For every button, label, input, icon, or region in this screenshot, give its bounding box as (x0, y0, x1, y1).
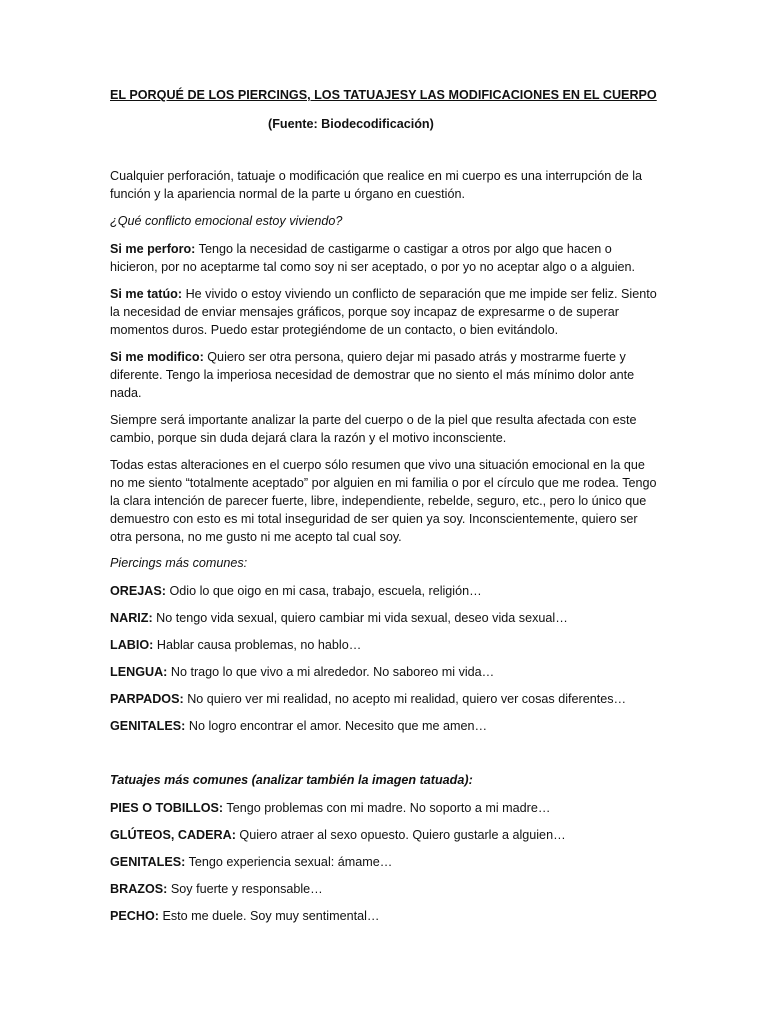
tatuaje-label: PECHO: (110, 909, 159, 923)
perforo-label: Si me perforo: (110, 242, 196, 256)
todas-paragraph (110, 456, 658, 546)
piercing-item (110, 663, 658, 681)
piercing-text: No trago lo que vivo a mi alrededor. No saboreo mi vida… (167, 665, 495, 679)
question-text: ¿Qué conflicto emocional estoy viviendo? (110, 214, 343, 228)
question-paragraph (110, 212, 658, 230)
tatuaje-text: Tengo experiencia sexual: ámame… (185, 855, 393, 869)
tatuaje-label: GLÚTEOS, CADERA: (110, 828, 236, 842)
modifico-text: Quiero ser otra persona, quiero dejar mi pasado atrás y mostrarme fuerte y diferente. Tengo la imperiosa necesidad de demostrar que no siento el más mínimo dolor ante nada. (110, 350, 635, 400)
piercing-item (110, 636, 658, 654)
tatuaje-item (110, 907, 658, 925)
piercing-text: Hablar causa problemas, no hablo… (153, 638, 362, 652)
tatuajes-heading-text: Tatuajes más comunes (analizar también la imagen tatuada): (110, 773, 473, 787)
tatuo-text: He vivido o estoy viviendo un conflicto de separación que me impide ser feliz. Siento la necesidad de enviar mensajes gráficos, porque soy incapaz de expresarme o de superar momentos duros. Puedo estar protegiéndome de un contacto, o bien evitándolo. (110, 287, 657, 337)
tatuajes-heading (110, 771, 658, 789)
tatuaje-label: GENITALES: (110, 855, 186, 869)
document-source: (Fuente: Biodecodificación) (268, 117, 434, 131)
perforo-text: Tengo la necesidad de castigarme o castigar a otros por algo que hacen o hicieron, por no aceptarme tal como soy ni ser aceptado, o por yo no aceptar algo o a alguien. (110, 242, 636, 274)
modifico-label: Si me modifico: (110, 350, 204, 364)
piercings-heading-text: Piercings más comunes: (110, 556, 248, 570)
tatuaje-item (110, 853, 658, 871)
tatuaje-text: Esto me duele. Soy muy sentimental… (158, 909, 380, 923)
perforo-paragraph (110, 240, 658, 276)
modifico-paragraph (110, 348, 658, 402)
piercing-label: OREJAS: (110, 584, 166, 598)
piercing-text: No tengo vida sexual, quiero cambiar mi vida sexual, deseo vida sexual… (152, 611, 568, 625)
intro-text: Cualquier perforación, tatuaje o modificación que realice en mi cuerpo es una interrupción de la función y la apariencia normal de la parte u órgano en cuestión. (110, 169, 643, 201)
piercing-text: Odio lo que oigo en mi casa, trabajo, escuela, religión… (165, 584, 482, 598)
piercing-label: LENGUA: (110, 665, 168, 679)
piercing-label: GENITALES: (110, 719, 186, 733)
intro-paragraph (110, 167, 658, 203)
document-title: EL PORQUÉ DE LOS PIERCINGS, LOS TATUAJESY LAS MODIFICACIONES EN EL CUERPO (110, 88, 657, 102)
piercing-item (110, 609, 658, 627)
tatuaje-text: Soy fuerte y responsable… (167, 882, 323, 896)
piercing-item (110, 582, 658, 600)
tatuaje-label: PIES O TOBILLOS: (110, 801, 224, 815)
piercing-item (110, 717, 658, 735)
tatuaje-label: BRAZOS: (110, 882, 168, 896)
tatuaje-text: Tengo problemas con mi madre. No soporto a mi madre… (223, 801, 551, 815)
piercing-item (110, 690, 658, 708)
tatuo-label: Si me tatúo: (110, 287, 183, 301)
piercing-label: LABIO: (110, 638, 154, 652)
siempre-text: Siempre será importante analizar la parte del cuerpo o de la piel que resulta afectada con este cambio, porque sin duda dejará clara la razón y el motivo inconsciente. (110, 413, 637, 445)
siempre-paragraph (110, 411, 658, 447)
tatuaje-text: Quiero atraer al sexo opuesto. Quiero gustarle a alguien… (235, 828, 566, 842)
piercing-text: No logro encontrar el amor. Necesito que me amen… (185, 719, 488, 733)
tatuaje-item (110, 880, 658, 898)
piercing-text: No quiero ver mi realidad, no acepto mi realidad, quiero ver cosas diferentes… (183, 692, 627, 706)
piercings-heading (110, 554, 658, 572)
tatuaje-item (110, 826, 658, 844)
piercing-label: NARIZ: (110, 611, 153, 625)
todas-text: Todas estas alteraciones en el cuerpo sólo resumen que vivo una situación emocional en la que no me siento “totalmente aceptado” por alguien en mi familia o por el círculo que me rodea. Tengo la clara intención de parecer fuerte, libre, independiente, rebelde, seguro, etc., pero lo único que demuestro con esto es mi total inseguridad de ser quien ya soy. Inconscientemente, quiero ser otra persona, no me gusto ni me acepto tal cual soy. (110, 458, 657, 544)
tatuo-paragraph (110, 285, 658, 339)
tatuaje-item (110, 799, 658, 817)
piercing-label: PARPADOS: (110, 692, 184, 706)
